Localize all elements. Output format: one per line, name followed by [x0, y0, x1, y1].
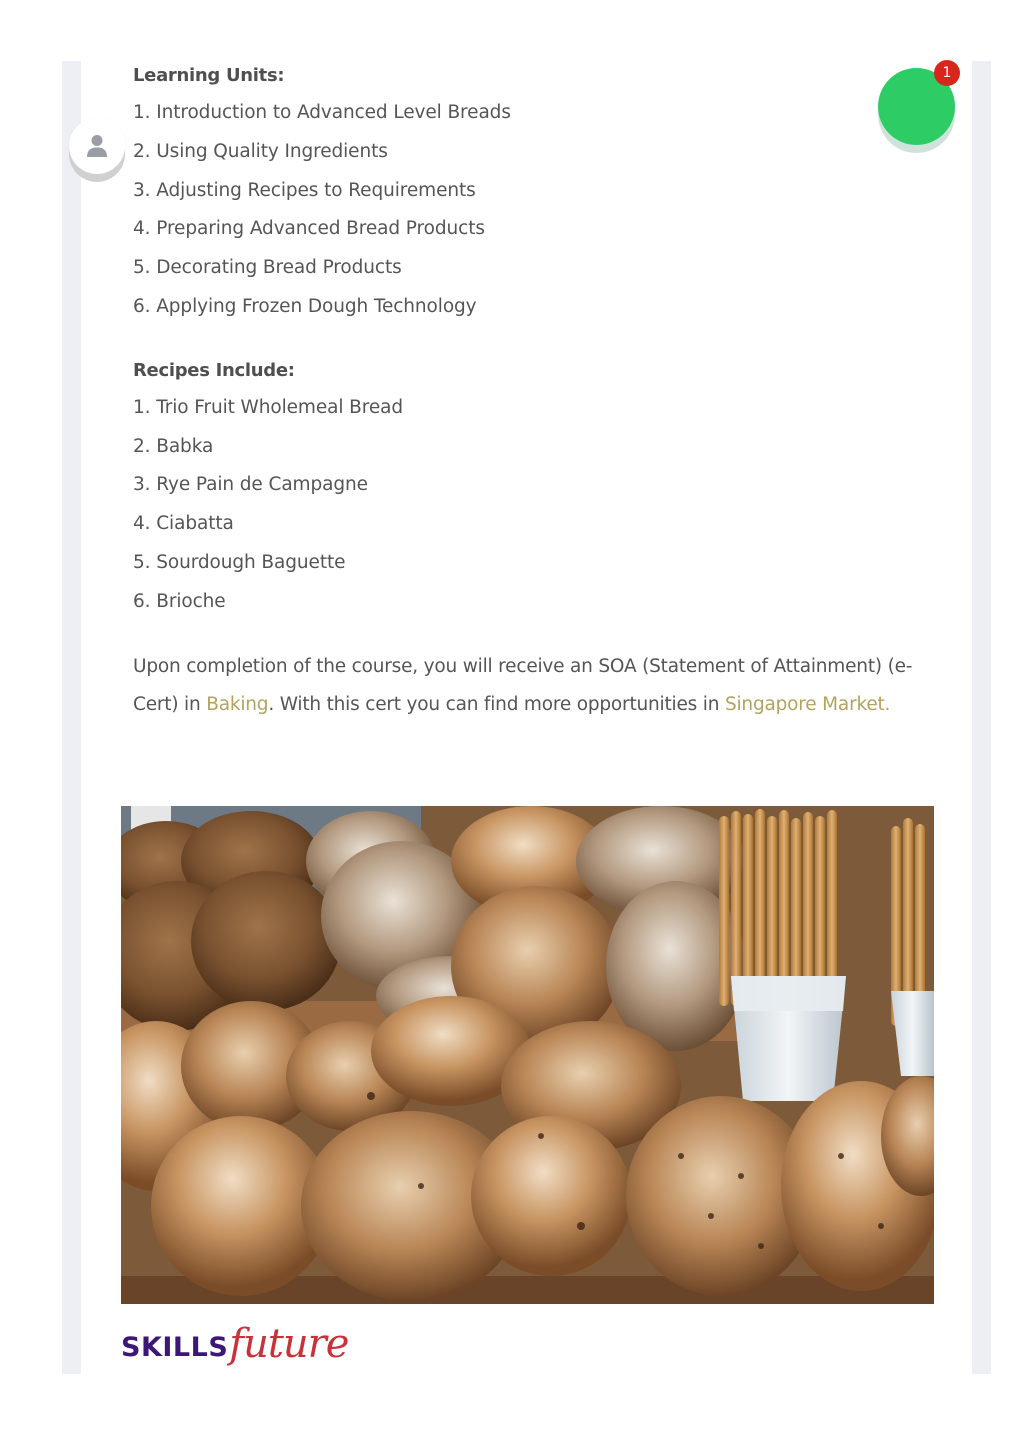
recipes-list: [133, 389, 933, 622]
spacer: [133, 622, 933, 648]
logo-skills-text: SKILLS: [121, 1332, 229, 1363]
recipe-item: 5. Sourdough Baguette: [133, 551, 346, 573]
skillsfuture-logo: [121, 1302, 348, 1368]
recipe-item: 6. Brioche: [133, 590, 226, 612]
course-content: [133, 58, 933, 725]
bread-photo: [121, 806, 934, 1304]
spacer: [133, 327, 933, 353]
recipe-item: 2. Babka: [133, 435, 214, 457]
learning-units-heading: Learning Units:: [133, 65, 285, 86]
right-side-band: [972, 61, 991, 1374]
completion-text-1: Upon completion of the course, you will receive an SOA (Statement of Attainment) (e-Cert) in: [133, 655, 913, 716]
notification-badge: 1: [934, 60, 960, 86]
recipe-item: 4. Ciabatta: [133, 513, 234, 535]
user-icon: [86, 134, 108, 158]
recipe-item: 1. Trio Fruit Wholemeal Bread: [133, 396, 404, 418]
completion-paragraph: [133, 648, 923, 726]
learning-unit-item: 3. Adjusting Recipes to Requirements: [133, 179, 476, 201]
learning-units-list: [133, 94, 933, 327]
baking-link[interactable]: Baking: [206, 694, 269, 716]
learning-unit-item: 5. Decorating Bread Products: [133, 257, 402, 279]
learning-unit-item: 4. Preparing Advanced Bread Products: [133, 218, 485, 240]
learning-unit-item: 6. Applying Frozen Dough Technology: [133, 295, 477, 317]
left-side-band: [62, 61, 81, 1374]
singapore-market-link[interactable]: Singapore Market.: [724, 694, 891, 716]
learning-unit-item: 1. Introduction to Advanced Level Breads: [133, 102, 511, 123]
recipes-heading: Recipes Include:: [133, 359, 295, 381]
user-profile-button[interactable]: [69, 118, 125, 174]
completion-text-2: . With this cert you can find more opportunities in: [268, 694, 725, 716]
recipe-item: 3. Rye Pain de Campagne: [133, 474, 368, 496]
bread-image: [121, 806, 934, 1304]
learning-unit-item: 2. Using Quality Ingredients: [133, 140, 388, 162]
logo-future-text: future: [229, 1321, 349, 1367]
